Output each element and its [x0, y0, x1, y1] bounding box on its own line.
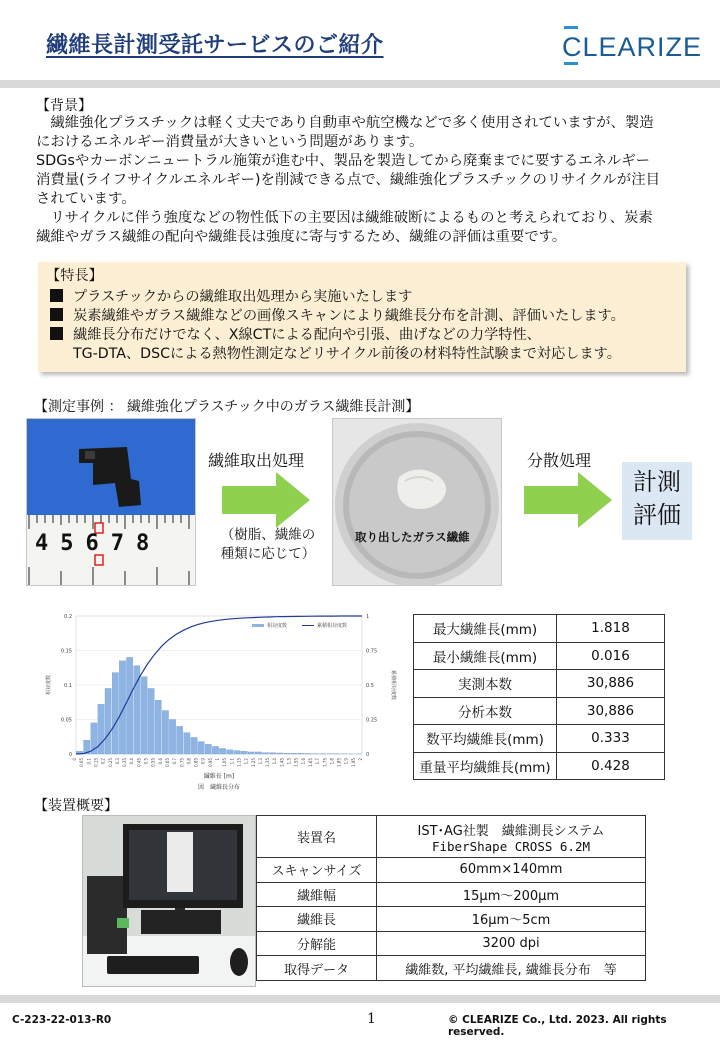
x-tick-label: 1.8	[329, 758, 335, 765]
x-tick-label: 1.65	[307, 758, 313, 767]
equipment-photo-drawing	[83, 816, 255, 986]
background-line: におけるエネルギー消費量が大きいという問題があります。	[36, 134, 424, 150]
note-line: 種類に応じて）	[220, 546, 316, 562]
feature-item	[50, 326, 541, 345]
histogram-bar	[262, 753, 268, 754]
stat-label: 最小繊維長(mm)	[414, 642, 557, 670]
histogram-bar	[169, 720, 175, 755]
table-row	[414, 670, 665, 698]
stat-label: 最大繊維長(mm)	[414, 615, 557, 643]
chart-svg	[40, 606, 402, 800]
equipment-photo	[82, 815, 256, 987]
histogram-bar	[241, 751, 247, 754]
result-line: 評価	[633, 501, 681, 529]
histogram-bar	[277, 753, 283, 754]
legend-label: 相対度数	[267, 623, 288, 629]
chart-caption: 図 繊維長分布	[197, 784, 241, 791]
y-left-tick-label: 0.2	[64, 614, 72, 620]
feature-item	[50, 307, 625, 326]
histogram-bar	[269, 753, 275, 754]
extracted-fiber-drawing	[333, 419, 501, 585]
x-tick-label: 0.3	[114, 758, 120, 765]
x-tick-label: 1.7	[315, 758, 321, 765]
histogram-bar	[284, 753, 290, 754]
y-left-tick-label: 0.15	[60, 648, 72, 655]
table-row	[257, 882, 646, 907]
background-line: リサイクルに伴う強度などの物性低下の主要因は繊維破断によるものと考えられており、炭素	[36, 210, 653, 226]
feature-item	[50, 288, 412, 307]
x-tick-label: 1.05	[222, 758, 228, 767]
x-tick-label: 0.65	[164, 758, 170, 767]
histogram-bar	[205, 744, 211, 754]
x-tick-label: 1.35	[265, 758, 271, 767]
feature-item-text: プラスチックからの繊維取出処理から実施いたします	[73, 289, 413, 305]
y-left-axis-label: 相対度数	[46, 674, 52, 696]
x-tick-label: 0.2	[100, 758, 106, 765]
ruler-number: 7	[110, 531, 136, 556]
x-tick-label: 0.8	[186, 758, 192, 765]
histogram-bar	[177, 726, 183, 754]
table-row	[414, 642, 665, 670]
equipment-spec-table	[256, 815, 646, 981]
x-tick-label: 0.15	[93, 758, 99, 767]
y-right-tick-label: 0	[366, 752, 370, 758]
ruler-number: 6	[85, 531, 111, 556]
spec-value	[377, 816, 646, 858]
x-tick-label: 2	[358, 758, 363, 761]
histogram-bar	[155, 700, 161, 754]
x-tick-label: 1.25	[250, 758, 256, 767]
x-tick-label: 0.55	[150, 758, 156, 767]
copyright: © CLEARIZE Co., Ltd. 2023. All rights reserved.	[448, 1014, 667, 1038]
table-row	[414, 697, 665, 725]
footer-rule	[0, 995, 720, 1003]
x-tick-label: 1.1	[229, 758, 235, 765]
background-line: SDGsやカーボンニュートラル施策が進む中、製品を製造してから廃棄までに要するエネルギー	[36, 153, 651, 169]
right-arrow-icon	[524, 472, 614, 528]
feature-item-continuation: TG-DTA、DSCによる熱物性測定などリサイクル前後の材料特性試験まで対応します。	[73, 346, 621, 362]
histogram-bar	[219, 748, 225, 754]
sample-photo-drawing	[27, 419, 195, 585]
x-tick-label: 1.45	[279, 758, 285, 767]
histogram-bar	[291, 753, 297, 754]
ruler-number: 8	[136, 531, 162, 556]
histogram-bar	[234, 751, 240, 754]
histogram-bar	[126, 657, 132, 754]
stat-value: 1.818	[557, 615, 665, 643]
x-tick-label: 1.9	[343, 758, 349, 765]
x-tick-label: 1.75	[322, 758, 328, 767]
histogram-bar	[191, 737, 197, 754]
equipment-heading: 【装置概要】	[34, 798, 118, 814]
sample-photo	[26, 418, 196, 586]
stat-label: 重量平均繊維長(mm)	[414, 752, 557, 780]
stat-value: 30,886	[557, 670, 665, 698]
x-tick-label: 0.75	[179, 758, 185, 767]
stats-table	[413, 614, 665, 780]
histogram-bar	[141, 677, 147, 754]
ruler-numbers	[35, 531, 195, 556]
table-row	[257, 816, 646, 858]
x-tick-label: 1.3	[257, 758, 263, 765]
y-left-tick-label: 0.1	[64, 683, 72, 689]
histogram-bar	[112, 673, 118, 754]
stat-value: 0.016	[557, 642, 665, 670]
header-rule	[0, 80, 720, 88]
spec-value: 60mm×140mm	[377, 858, 646, 883]
right-arrow-icon	[222, 472, 312, 528]
x-tick-label: 0.1	[86, 758, 92, 765]
ruler-number: 5	[60, 531, 86, 556]
result-line: 計測	[633, 468, 681, 496]
background-line: 消費量(ライフサイクルエネルギー)を削減できる点で、繊維強化プラスチックのリサイクルが注目	[36, 172, 660, 188]
ruler-number: 4	[35, 531, 61, 556]
stat-value: 0.428	[557, 752, 665, 780]
table-row	[257, 858, 646, 883]
histogram-bar	[305, 753, 311, 754]
y-right-tick-label: 0.5	[366, 683, 374, 689]
extracted-fiber-photo	[332, 418, 502, 586]
spec-value: 3200 dpi	[377, 931, 646, 956]
background-line: 繊維強化プラスチックは軽く丈夫であり自動車や航空機などで多く使用されていますが、製造	[36, 115, 654, 131]
page-number: 1	[367, 1011, 376, 1027]
features-box	[38, 262, 686, 372]
x-tick-label: 1.85	[336, 758, 342, 767]
histogram-bar	[212, 746, 218, 754]
background-line: 繊維やガラス繊維の配向や繊維長は強度に寄与するため、繊維の評価は重要です。	[36, 229, 567, 245]
x-tick-label: 0.9	[200, 758, 206, 765]
legend-label: 累積相対度数	[317, 623, 348, 629]
stat-value: 0.333	[557, 725, 665, 753]
spec-label: 分解能	[257, 931, 377, 956]
step-extraction-label: 繊維取出処理	[208, 451, 305, 470]
histogram-bar	[98, 704, 104, 754]
square-bullet-icon	[50, 308, 63, 321]
spec-label: 繊維長	[257, 907, 377, 932]
x-tick-label: 0.25	[107, 758, 113, 767]
table-row	[257, 907, 646, 932]
table-row	[257, 931, 646, 956]
page-title: 繊維長計測受託サービスのご紹介	[46, 33, 384, 58]
doc-id: C-223-22-013-R0	[12, 1014, 112, 1026]
x-tick-label: 0.7	[172, 758, 178, 765]
x-axis-label: 繊維長 [m]	[203, 773, 235, 780]
x-tick-label: 0.6	[157, 758, 163, 765]
table-row	[414, 725, 665, 753]
histogram-bar	[148, 688, 154, 754]
logo-bar-bottom	[564, 62, 578, 65]
legend-swatch-bar	[252, 624, 264, 627]
extracted-fiber-caption: 取り出したガラス繊維	[355, 530, 470, 544]
step-dispersion-label: 分散処理	[527, 451, 592, 470]
x-tick-label: 1	[215, 758, 220, 761]
x-tick-label: 1.55	[293, 758, 299, 767]
spec-value-line: FiberShape CROSS 6.2M	[431, 838, 591, 854]
background-text	[36, 114, 706, 247]
histogram-bar	[255, 752, 261, 754]
histogram-bar	[184, 733, 190, 754]
spec-value: 15μm～200μm	[377, 882, 646, 907]
x-tick-label: 0	[72, 758, 77, 761]
x-tick-label: 0.05	[79, 758, 85, 767]
feature-item-text: 炭素繊維やガラス繊維などの画像スキャンにより繊維長分布を計測、評価いたします。	[73, 308, 625, 324]
spec-label: 繊維幅	[257, 882, 377, 907]
y-right-axis-label: 累積相対度数	[390, 669, 396, 701]
background-heading: 【背景】	[36, 98, 92, 114]
stat-label: 実測本数	[414, 670, 557, 698]
x-tick-label: 1.95	[350, 758, 356, 767]
spec-value: 繊維数, 平均繊維長, 繊維長分布 等	[377, 956, 646, 981]
table-row	[414, 752, 665, 780]
square-bullet-icon	[50, 289, 63, 302]
histogram-bar	[162, 711, 168, 754]
x-tick-label: 0.5	[143, 758, 149, 765]
spec-label: 装置名	[257, 816, 377, 858]
table-row	[414, 615, 665, 643]
x-tick-label: 1.6	[300, 758, 306, 765]
x-tick-label: 0.4	[129, 758, 135, 765]
features-heading: 【特長】	[46, 268, 103, 284]
x-tick-label: 1.15	[236, 758, 242, 767]
clearize-logo	[562, 26, 712, 66]
example-heading: 【測定事例 ： 繊維強化プラスチック中のガラス繊維長計測】	[34, 399, 420, 415]
x-tick-label: 1.5	[286, 758, 292, 765]
x-tick-label: 1.4	[272, 758, 278, 765]
y-left-tick-label: 0	[68, 752, 72, 758]
y-right-tick-label: 0.75	[366, 648, 378, 655]
x-tick-label: 0.95	[207, 758, 213, 767]
measurement-result-box	[622, 462, 692, 540]
feature-item-text: 繊維長分布だけでなく、X線CTによる配向や引張、曲げなどの力学特性、	[73, 327, 541, 343]
histogram-bar	[198, 742, 204, 754]
y-right-tick-label: 1	[366, 614, 370, 620]
stat-label: 分析本数	[414, 697, 557, 725]
histogram-bar	[298, 753, 304, 754]
stat-label: 数平均繊維長(mm)	[414, 725, 557, 753]
histogram-bar	[248, 752, 254, 754]
table-row	[257, 956, 646, 981]
x-tick-label: 0.45	[136, 758, 142, 767]
step-extraction-note	[218, 526, 318, 564]
fiber-length-chart	[40, 606, 402, 800]
spec-value-line: IST･AG社製 繊維測長システム	[417, 823, 605, 839]
x-tick-label: 0.85	[193, 758, 199, 767]
spec-value: 16μm～5cm	[377, 907, 646, 932]
note-line: （樹脂、繊維の	[220, 527, 316, 543]
y-right-tick-label: 0.25	[366, 717, 378, 724]
logo-bar-top	[564, 26, 578, 29]
square-bullet-icon	[50, 327, 63, 340]
spec-label: スキャンサイズ	[257, 858, 377, 883]
histogram-bar	[105, 688, 111, 754]
spec-label: 取得データ	[257, 956, 377, 981]
x-tick-label: 0.35	[122, 758, 128, 767]
x-tick-label: 1.2	[243, 758, 249, 765]
logo-text: CLEARIZE	[562, 32, 703, 62]
background-line: されています。	[36, 191, 136, 207]
stat-value: 30,886	[557, 697, 665, 725]
histogram-bar	[227, 750, 233, 754]
y-left-tick-label: 0.05	[60, 717, 72, 724]
